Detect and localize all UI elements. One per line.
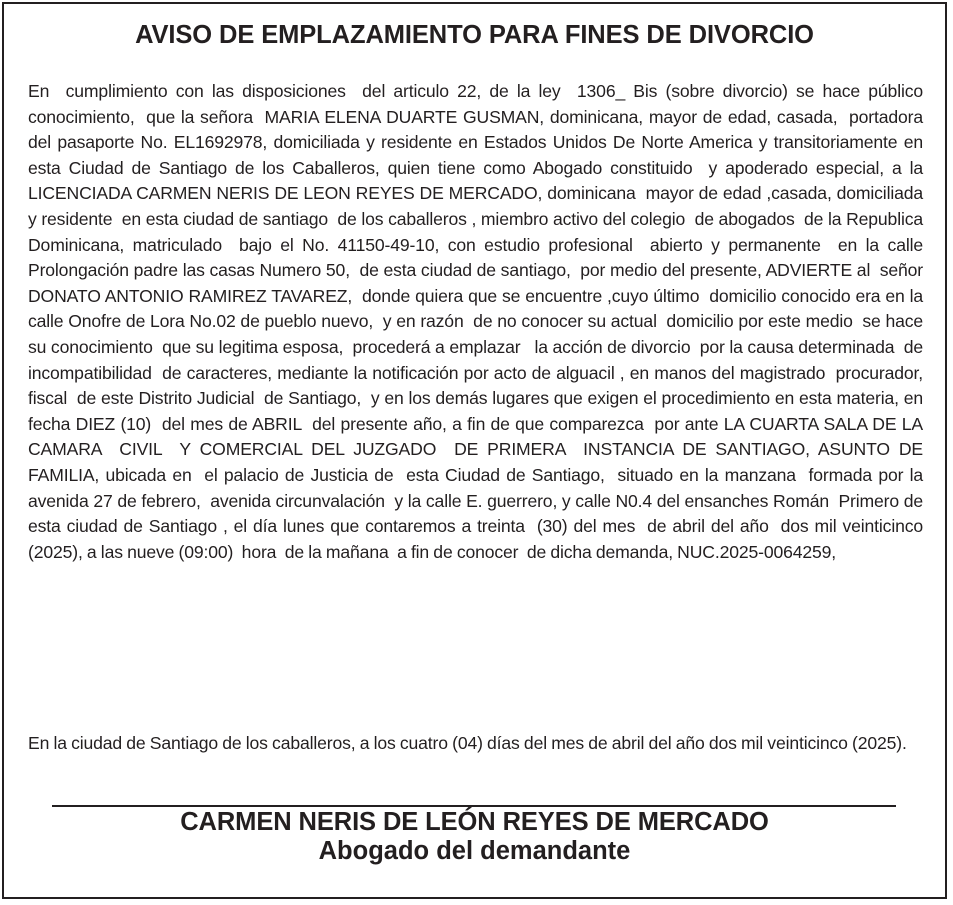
signature-role: Abogado del demandante	[318, 837, 631, 865]
signature-line	[52, 805, 896, 807]
signature-name: CARMEN NERIS DE LEÓN REYES DE MERCADO	[180, 808, 769, 836]
notice-closing-paragraph: En la ciudad de Santiago de los caballeros, a los cuatro (04) días del mes de abril del año dos mil veinticinco (2025).	[28, 733, 907, 753]
legal-notice	[2, 2, 947, 899]
notice-main-paragraph: En cumplimiento con las disposiciones del articulo 22, de la ley 1306_ Bis (sobre divorcio) se hace público conocimiento, que la señora MARIA ELENA DUARTE GUSMAN, dominicana, mayor de edad, casada, portadora del pasaporte No. EL1692978, domiciliada y residente en Estados Unidos De Norte America y transitoriamente en esta Ciudad de Santiago de los Caballeros, quien tiene como Abogado constituido y apoderado especial, a la LICENCIADA CARMEN NERIS DE LEON REYES DE MERCADO, dominicana mayor de edad ,casada, domiciliada y residente en esta ciudad de santiago de los caballeros , miembro activo del colegio de abogados de la Republica Dominicana, matriculado bajo el No. 41150-49-10, con estudio profesional abierto y permanente en la calle Prolongación padre las casas Numero 50, de esta ciudad de santiago, por medio del presente, ADVIERTE al señor DONATO ANTONIO RAMIREZ TAVAREZ, donde quiera que se encuentre ,cuyo último domicilio conocido era en la calle Onofre de Lora No.02 de pueblo nuevo, y en razón de no conocer su actual domicilio por este medio se hace su conocimiento que su legitima esposa, procederá a emplazar la acción de divorcio por la causa determinada de incompatibilidad de caracteres, mediante la notificación por acto de alguacil , en manos del magistrado procurador, fiscal de este Distrito Judicial de Santiago, y en los demás lugares que exigen el procedimiento en esta materia, en fecha DIEZ (10) del mes de ABRIL del presente año, a fin de que comparezca por ante LA CUARTA SALA DE LA CAMARA CIVIL Y COMERCIAL DEL JUZGADO DE PRIMERA INSTANCIA DE SANTIAGO, ASUNTO DE FAMILIA, ubicada en el palacio de Justicia de esta Ciudad de Santiago, situado en la manzana formada por la avenida 27 de febrero, avenida circunvalación y la calle E. guerrero, y calle N0.4 del ensanches Román Primero de esta ciudad de Santiago , el día lunes que contaremos a treinta (30) del mes de abril del año dos mil veinticinco (2025), a las nueve (09:00) hora de la mañana a fin de conocer de dicha demanda, NUC.2025-0064259,	[28, 81, 932, 562]
notice-title: AVISO DE EMPLAZAMIENTO PARA FINES DE DIVORCIO	[135, 21, 814, 49]
